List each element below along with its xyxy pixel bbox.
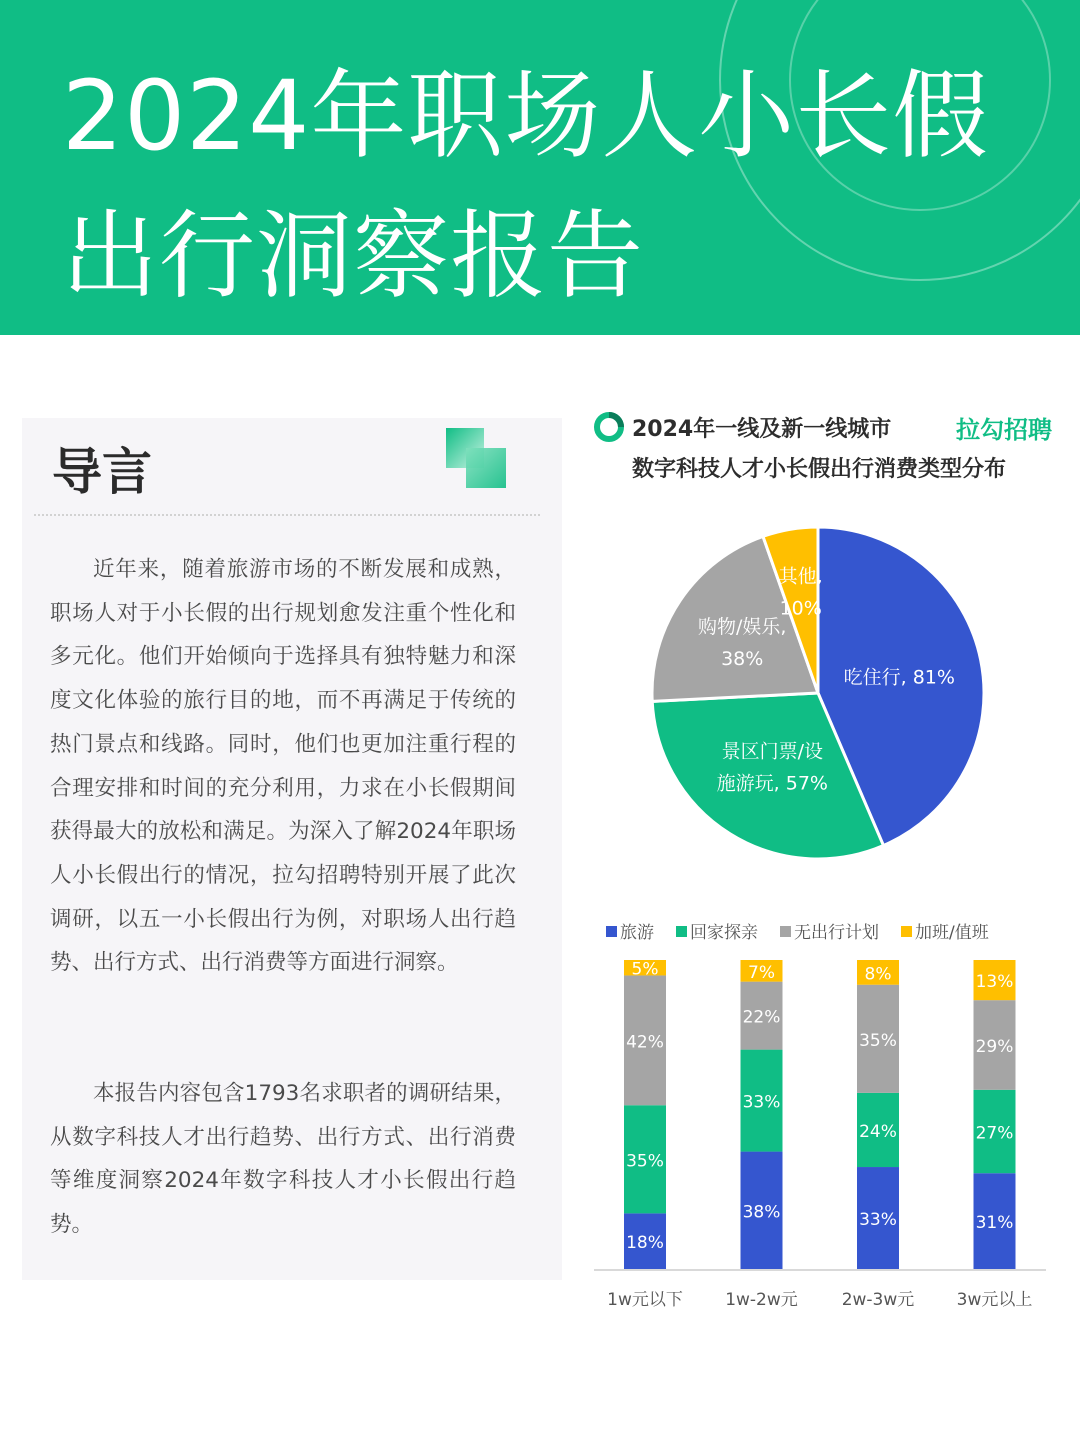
page-title-line1: 2024年职场人小长假	[62, 60, 990, 172]
pie-data-label: 购物/娱乐,	[697, 616, 787, 639]
bar-data-label: 35%	[626, 1151, 664, 1172]
legend-label: 旅游	[620, 923, 654, 943]
intro-paragraph-1: 近年来，随着旅游市场的不断发展和成熟，职场人对于小长假的出行规划愈发注重个性化和多元化。他们开始倾向于选择具有独特魅力和深度文化体验的旅行目的地，而不再满足于传统的热门景点和线路。同时，他们也更加注重行程的合理安排和时间的充分利用，力求在小长假期间获得最大的放松和满足。为深入了解2024年职场人小长假出行的情况，拉勾招聘特别开展了此次调研，以五一小长假出行为例，对职场人出行趋势、出行方式、出行消费等方面进行洞察。	[50, 557, 516, 976]
legend-swatch	[606, 926, 617, 937]
intro-panel	[22, 418, 562, 1280]
bar-data-label: 13%	[975, 972, 1014, 993]
x-tick-label: 3w元以上	[956, 1290, 1033, 1310]
bar-data-label: 24%	[859, 1121, 897, 1142]
pie-data-label: 吃住行, 81%	[843, 666, 955, 689]
page-title-line2: 出行洞察报告	[62, 200, 644, 312]
pie-title-line1: 2024年一线及新一线城市	[632, 417, 892, 442]
pie-data-label: 38%	[721, 648, 764, 671]
intro-divider	[34, 514, 540, 516]
bar-data-label: 18%	[626, 1233, 664, 1254]
ring-logo-icon	[592, 410, 626, 444]
pie-chart	[640, 515, 1000, 865]
bar-data-label: 8%	[864, 964, 892, 985]
legend-label: 回家探亲	[690, 923, 758, 943]
legend-swatch	[901, 926, 912, 937]
bar-data-label: 22%	[742, 1007, 781, 1028]
x-tick-label: 2w-3w元	[841, 1290, 915, 1310]
intro-paragraph-2: 本报告内容包含1793名求职者的调研结果，从数字科技人才出行趋势、出行方式、出行消费等维度洞察2024年数字科技人才小长假出行趋势。	[50, 1081, 516, 1238]
x-tick-label: 1w-2w元	[725, 1290, 798, 1310]
stacked-squares-icon	[442, 426, 532, 498]
pie-data-label: 其他,	[778, 565, 823, 588]
legend-swatch	[780, 926, 791, 937]
bar-data-label: 33%	[742, 1092, 781, 1113]
bar-data-label: 5%	[631, 959, 659, 980]
header-banner	[0, 0, 1080, 335]
bar-data-label: 38%	[742, 1202, 781, 1223]
pie-title-line2: 数字科技人才小长假出行消费类型分布	[632, 457, 1007, 482]
brand-label: 拉勾招聘	[956, 416, 1052, 444]
bar-data-label: 7%	[748, 962, 775, 983]
x-tick-label: 1w元以下	[607, 1290, 683, 1310]
pie-data-label: 施游玩, 57%	[716, 772, 828, 795]
legend-swatch	[676, 926, 687, 937]
bar-data-label: 35%	[859, 1030, 897, 1051]
legend-label: 无出行计划	[794, 923, 879, 943]
bar-data-label: 31%	[975, 1213, 1014, 1234]
pie-data-label: 景区门票/设	[721, 740, 824, 763]
bar-data-label: 33%	[859, 1210, 897, 1231]
bar-data-label: 42%	[626, 1032, 664, 1053]
stacked-bar-chart	[590, 910, 1060, 1320]
intro-heading: 导言	[52, 443, 152, 501]
pie-data-label: 10%	[779, 597, 822, 620]
bar-data-label: 27%	[975, 1123, 1014, 1144]
bar-data-label: 29%	[975, 1036, 1014, 1057]
legend-label: 加班/值班	[915, 923, 989, 943]
